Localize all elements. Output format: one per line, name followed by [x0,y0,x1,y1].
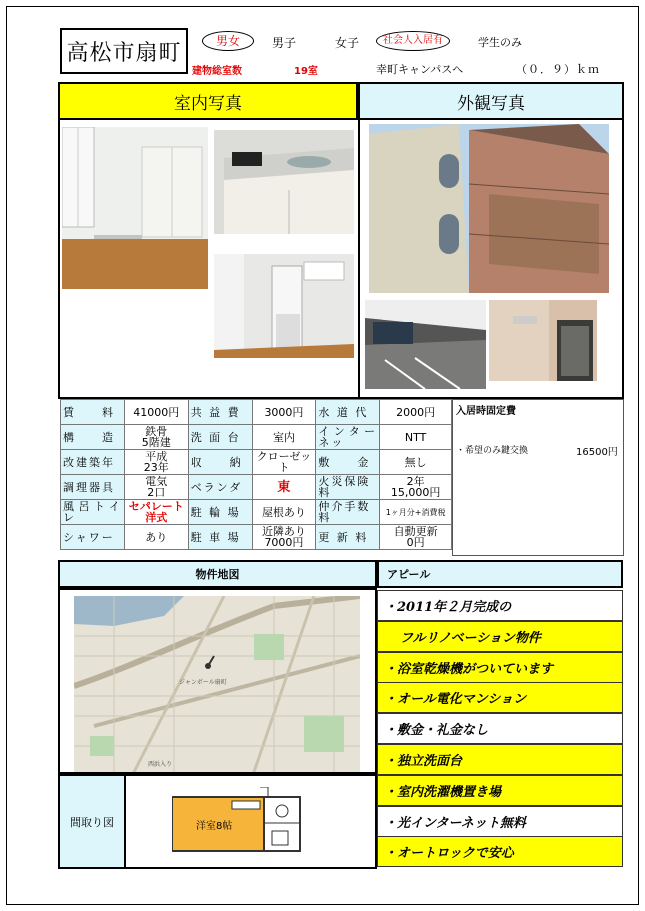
spec-label: 敷 金 [316,450,380,475]
option-male: 男子 [272,36,297,50]
distance-value: （０．９）ｋｍ [516,63,600,76]
map-header-label: 物件地図 [195,568,240,581]
spec-row [61,450,452,475]
spec-label: 仲介手数 料 [316,500,380,525]
interior-photo-entry [214,254,354,358]
spec-label: 洗 面 台 [188,425,252,450]
option-working-adults: 社会人入居有 [376,31,450,51]
total-rooms-value: 19室 [294,66,318,77]
spec-row [61,475,452,500]
spec-value: あり [124,525,188,550]
spec-value: 室内 [252,425,316,450]
exterior-photo-header: 外観写真 [358,82,624,120]
spec-label: 火災保険 料 [316,475,380,500]
map-street-label: 西浜入り [148,761,173,768]
spec-value: セパレート 洋式 [124,500,188,525]
page-title: 高松市扇町 [60,28,188,74]
floorplan-room-label: 洋室8帖 [196,821,233,832]
exterior-photo-parking [365,300,486,389]
spec-label: 駐 車 場 [188,525,252,550]
spec-value: 2年 15,000円 [380,475,452,500]
interior-photo-kitchen [214,130,354,234]
spec-value: NTT [380,425,452,450]
spec-label: インターネッ [316,425,380,450]
spec-value: 2000円 [380,400,452,425]
spec-label: 共 益 費 [188,400,252,425]
interior-photo-header: 室内写真 [58,82,358,120]
spec-value: 東 [252,475,316,500]
appeal-item: ・オートロックで安心 [377,836,623,867]
fixed-cost-item-value: 16500円 [576,447,618,458]
spec-table [60,399,452,550]
exterior-photo-building [369,124,609,293]
total-rooms-label: 建物総室数 [192,66,242,77]
appeal-header [377,560,623,588]
option-female: 女子 [335,36,360,50]
property-map [74,596,360,772]
spec-label: 更 新 料 [316,525,380,550]
interior-photo-room [62,127,208,289]
fixed-costs-box [452,399,624,556]
floorplan-label: 間取り図 [60,776,126,867]
spec-value: 1ヶ月分+消費税 [380,500,452,525]
spec-value: 近隣あり 7000円 [252,525,316,550]
spec-label: 構 造 [61,425,125,450]
option-mixed: 男女 [202,31,254,51]
spec-row [61,525,452,550]
appeal-item: ・敷金・礼金なし [377,713,623,744]
spec-label: 水 道 代 [316,400,380,425]
spec-row [61,425,452,450]
map-street-label: ジャンボール扇町 [179,679,227,686]
spec-label: 賃 料 [61,400,125,425]
spec-value: 鉄骨 5階建 [124,425,188,450]
appeal-item: ・室内洗濯機置き場 [377,775,623,806]
spec-label: 風呂トイレ [61,500,125,525]
spec-value: 電気 2口 [124,475,188,500]
appeal-header-label: アピール [387,568,431,581]
fixed-cost-item-label: ・希望のみ鍵交換 [456,446,529,456]
spec-value: 自動更新 0円 [380,525,452,550]
spec-value: クローゼット [252,450,316,475]
spec-value: 無し [380,450,452,475]
floorplan-drawing [172,787,302,857]
photo-divider [358,120,360,399]
spec-label: ベランダ [188,475,252,500]
spec-value: 41000円 [124,400,188,425]
exterior-photo-entrance [489,300,597,381]
appeal-item: ・2011年２月完成の [377,590,623,621]
spec-value: 平成 23年 [124,450,188,475]
appeal-item: ・光インターネット無料 [377,806,623,837]
map-header [58,560,377,588]
spec-row [61,400,452,425]
spec-label: 調理器具 [61,475,125,500]
appeal-item: フルリノベーション物件 [377,621,623,652]
spec-row [61,500,452,525]
spec-label: シャワー [61,525,125,550]
spec-label: 収 納 [188,450,252,475]
appeal-item: ・オール電化マンション [377,682,623,713]
fixed-costs-title: 入居時固定費 [456,406,516,417]
appeal-item: ・独立洗面台 [377,744,623,775]
option-students-only: 学生のみ [478,36,522,49]
spec-value: 屋根あり [252,500,316,525]
spec-label: 改建築年 [61,450,125,475]
spec-value: 3000円 [252,400,316,425]
appeal-item: ・浴室乾燥機がついています [377,652,623,683]
distance-label: 幸町キャンパスへ [376,63,464,76]
spec-label: 駐 輪 場 [188,500,252,525]
